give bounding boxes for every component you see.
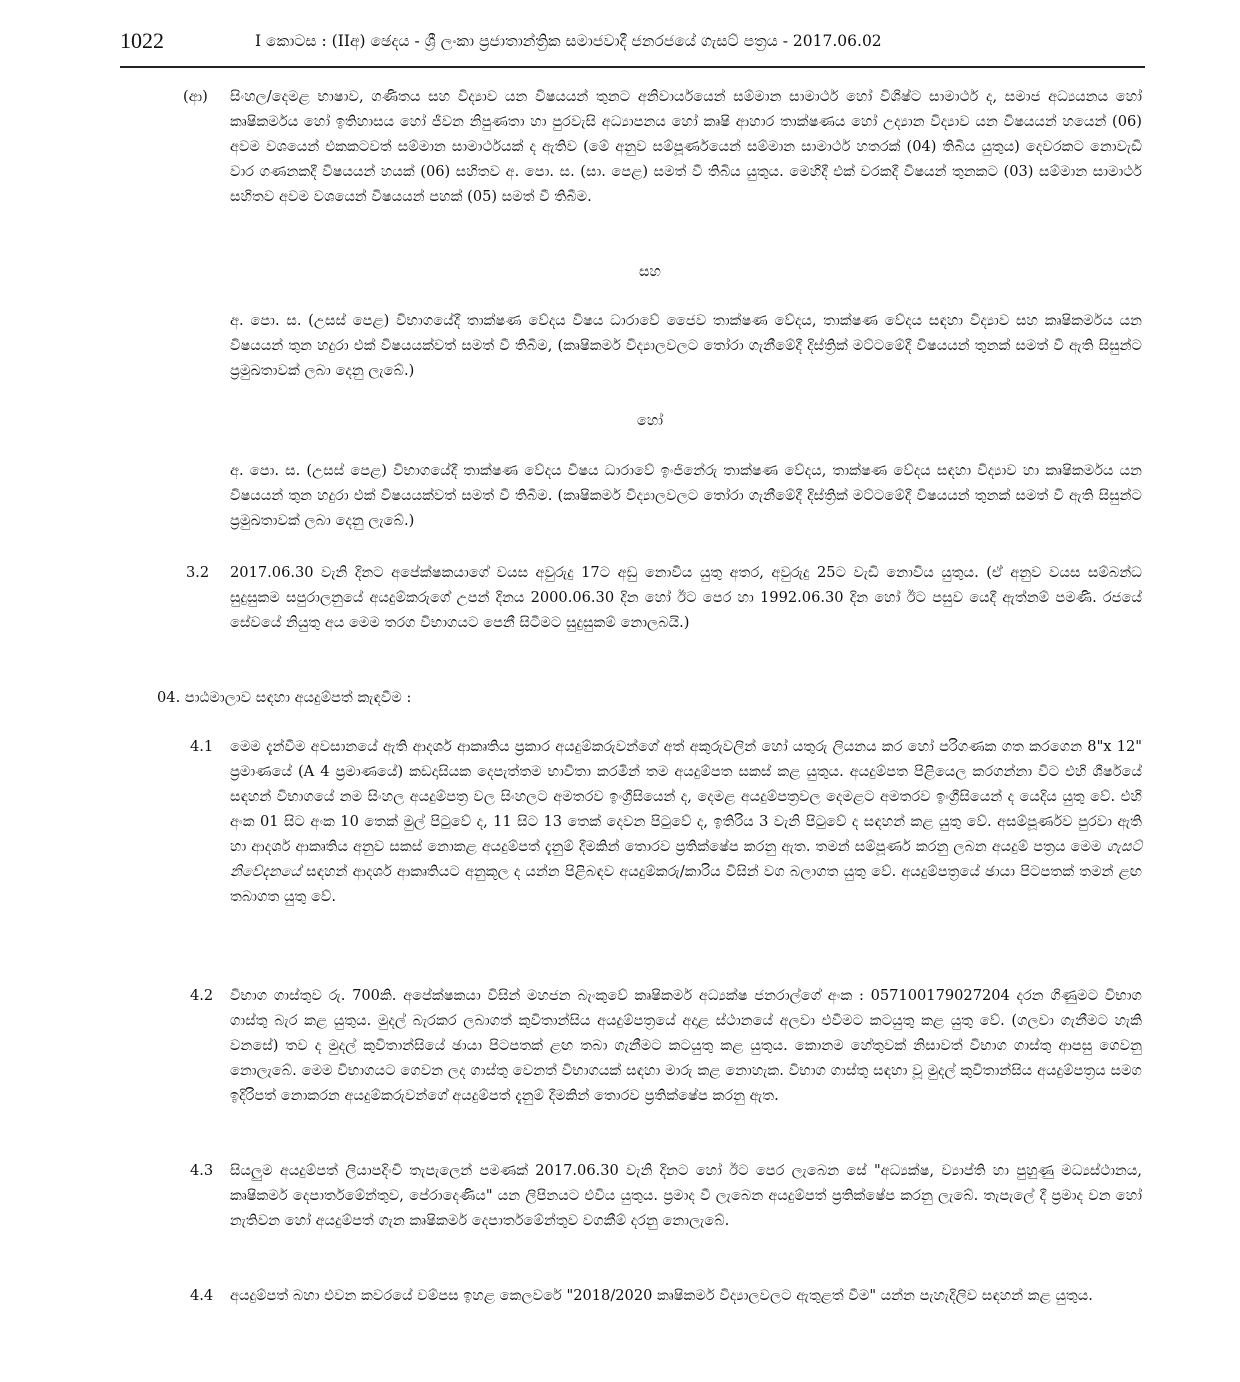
page-header (120, 28, 1145, 68)
section-number-4-2: 4.2 (190, 987, 214, 1004)
section-number-4-4: 4.4 (190, 1287, 214, 1304)
paragraph-tech-eng: අ. පො. ස. (උසස් පෙළ) විභාගයේදී තාක්ෂණ වේදය විෂය ධාරාවේ ඉංජිනේරු තාක්ෂණ වේදය, තාක්ෂණ වේදය සඳහා විද්‍යාව හා කෘෂිකර්මය යන විෂයයන් තුන හදුරා එක් විෂයයක්වත් සමත් වී තිබීම. (කෘෂිකර්ම විද්‍යාලවලට තෝරා ගැනීමේදී දිස්ත්‍රික් මට්ටමේදී විෂයයන් තුනක් සමත් වී ඇති සිසුන්ට ප්‍රමුඛතාවක් ලබා දෙනු ලැබේ.) (230, 462, 1142, 529)
section-number-4-3: 4.3 (190, 1162, 214, 1179)
section-4-3-text: සියලුම අයදුම්පත් ලියාපදිංචි තැපැලෙන් පමණක් 2017.06.30 වැනි දිනට හෝ ඊට පෙර ලැබෙන සේ "අධ්‍යක්ෂ, ව්‍යාප්ති හා පුහුණු මධ්‍යස්ථානය, කෘෂිකර්ම දෙපාර්තමේන්තුව, පේරාදෙණිය" යන ලිපිනයට එවිය යුතුය. ප්‍රමාද වී ලැබෙන අයදුම්පත් ප්‍රතික්ෂේප කරනු ලැබේ. තැපැලේ දී ප්‍රමාද වන හෝ නැතිවන හෝ අයදුම්පත් ගැන කෘෂිකර්ම දෙපාර්තමේන්තුව වගකීම් දරනු නොලැබේ. (230, 1162, 1143, 1229)
header-divider (120, 66, 1145, 68)
gazette-notice-italic: ගැසට් නිවේදනයේ (230, 838, 1142, 880)
page-number: 1022 (120, 28, 164, 53)
section-number-3-2: 3.2 (186, 564, 210, 581)
conjunction-or: හෝ (636, 412, 664, 429)
section-4-1-text-part1: මෙම දැන්වීම අවසානයේ ඇති ආදර්ශ ආකෘතිය ප්‍රකාර අයදුම්කරුවන්ගේ අත් අකුරුවලින් හෝ යතුරු ලියනය කර හෝ පරිගණක ගත කරගෙන 8"x 12" ප්‍රමාණයේ (A 4 ප්‍රමාණයේ) කඩදාසියක දෙපැත්තම භාවිතා කරමින් තම අයදුම්පත සකස් කළ යුතුය. අයදුම්පත පිළියෙල කරගන්නා විට එහි ශීර්ෂයේ සඳහන් විභාගයේ නම සිංහල අයදුම්පත්‍ර වල සිංහලට අමතරව ඉංග්‍රීසියෙන් ද, දෙමළ අයදුම්පත්‍රවල දෙමළට අමතරව ඉංග්‍රීසියෙන් ද යෙදිය යුතු වේ. එහි අංක 01 සිට අංක 10 තෙක් මුල් පිටුවේ ද, 11 සිට 13 තෙක් දෙවන පිටුවේ ද, ඉතිරිය 3 වැනි පිටුවේ ද සඳහන් කළ යුතු වේ. අසම්පූර්ණව පුරවා ඇති හා ආදර්ශ ආකෘතිය අනුව සකස් නොකළ අයදුම්පත් දැනුම් දීමකින් තොරව ප්‍රතික්ෂේප කරනු ඇත. තමන් සම්පූර්ණ කරනු ලබන අයදුම් පත්‍රය මෙම (230, 738, 1142, 855)
section-04-heading: 04. පාඨමාලාව සඳහා අයදුම්පත් කැඳවීම : (157, 689, 412, 706)
section-4-1-text-part2: සඳහන් ආදර්ශ ආකෘතියට අනුකූල ද යන්න පිළිබඳව අයදුම්කරු/කාරිය විසින් වග බලාගත යුතු වේ. අයදුම්පත්‍රයේ ඡායා පිටපතක් තමන් ළඟ තබාගත යුතු වේ. (230, 863, 1142, 905)
gazette-header-title: I කොටස : (IIඅ) ඡෙදය - ශ්‍රී ලංකා ප්‍රජාතාන්ත්‍රික සමාජවාදී ජනරජයේ ගැසට් පත්‍රය - 2017.06.02 (255, 32, 882, 50)
paragraph-tech-bio: අ. පො. ස. (උසස් පෙළ) විභාගයේදී තාක්ෂණ වේදය විෂය ධාරාවේ ජෛව තාක්ෂණ වේදය, තාක්ෂණ වේදය සඳහා විද්‍යාව සහ කෘෂිකර්මය යන විෂයයන් තුන හදුරා එක් විෂයයක්වත් සමත් වී තිබීම, (කෘෂිකර්ම විද්‍යාලවලට තෝරා ගැනීමේදී දිස්ත්‍රික් මට්ටමේදී විෂයයන් තුනක් සමත් වී ඇති සිසුන්ට ප්‍රමුඛතාවක් ලබා දෙනු ලැබේ.) (230, 312, 1142, 379)
section-number-4-1: 4.1 (190, 738, 214, 755)
section-3-2-text: 2017.06.30 වැනි දිනට අපේක්ෂකයාගේ වයස අවුරුදු 17ට අඩු නොවිය යුතු අතර, අවුරුදු 25ට වැඩි නොවිය යුතුය. (ඒ අනුව වයස සම්බන්ධ සුදුසුකම සපුරාලනුයේ අයදුම්කරුගේ උපන් දිනය 2000.06.30 දින හෝ ඊට පෙර හා 1992.06.30 දින හෝ ඊට පසුව යෙදී ඇත්නම් පමණි. රජයේ සේවයේ නියුතු අය මෙම තරග විභාගයට පෙනී සිටීමට සුදුසුකම් නොලබයි.) (230, 564, 1142, 631)
item-marker-aa: (ආ) (183, 88, 208, 105)
section-4-2-text: විභාග ගාස්තුව රු. 700කි. අපේක්ෂකයා විසින් මහජන බැංකුවේ කෘෂිකර්ම අධ්‍යක්ෂ ජනරාල්ගේ අංක : 057100179027204 දරන ගිණුමට විභාග ගාස්තු බැර කළ යුතුය. මුදල් බැරකර ලබාගත් කුවිතාන්සිය අයදුම්පත්‍රයේ අදාළ ස්ථානයේ අලවා එවීමට කටයුතු කළ යුතු වේ. (ගලවා ගැනීමට හැකි වනසේ) තව ද මුදල් කුවිතාන්සියේ ඡායා පිටපතක් ළඟ තබා ගැනීමට කටයුතු කළ යුතුය. කොනම හේතුවක් නිසාවත් විභාග ගාස්තු ආපසු ගෙවනු නොලැබේ. මෙම විභාගයට ගෙවන ලද ගාස්තු වෙනත් විභාගයක් සඳහා මාරු කළ නොහැක. විභාග ගාස්තු සඳහා වූ මුදල් කුවිතාන්සිය අයදුම්පත්‍රය සමග ඉදිරිපත් නොකරන අයදුම්කරුවන්ගේ අයදුම්පත් දැනුම් දීමකින් තොරව ප්‍රතික්ෂේප කරනු ඇත. (230, 987, 1142, 1104)
conjunction-and: සහ (639, 263, 661, 280)
section-4-1-text (230, 734, 1142, 909)
section-4-4-text: අයදුම්පත් බහා එවන කවරයේ වම්පස ඉහළ කෙලවරේ "2018/2020 කෘෂිකර්ම විද්‍යාලවලට ඇතුළත් වීම" යන්න පැහැදිලිව සඳහන් කළ යුතුය. (230, 1287, 1093, 1304)
paragraph-aa: සිංහල/දෙමළ භාෂාව, ගණිතය සහ විද්‍යාව යන විෂයයන් තුනට අනිවාර්යයෙන් සම්මාන සාමාර්ථ හෝ විශිෂ්ට සාමාර්ථ ද, සමාජ අධ්‍යයනය හෝ කෘෂිකර්මය හෝ ඉතිහාසය හෝ ජීවන නිපුණතා හා පුරවැසි අධ්‍යාපනය හෝ කෘෂි ආහාර තාක්ෂණය හෝ උද්‍යාන විද්‍යාව යන විෂයයන් හයෙන් (06) අවම වශයෙන් එකකටවත් සම්මාන සාමාර්ථයක් ද ඇතිව (මේ අනුව සම්පූර්ණයෙන් සම්මාන සාමාර්ථ හතරක් (04) තිබිය යුතුය) දෙවරකට නොවැඩි වාර ගණනකදී විෂයයන් හයක් (06) සහිතව අ. පො. ස. (සා. පෙළ) සමත් වී තිබිය යුතුය. මෙහිදී එක් වරකදී විෂයන් තුනකට (03) සම්මාන සාමාර්ථ සහිතව අවම වශයෙන් විෂයයන් පහක් (05) සමත් වී තිබීම. (230, 88, 1142, 205)
